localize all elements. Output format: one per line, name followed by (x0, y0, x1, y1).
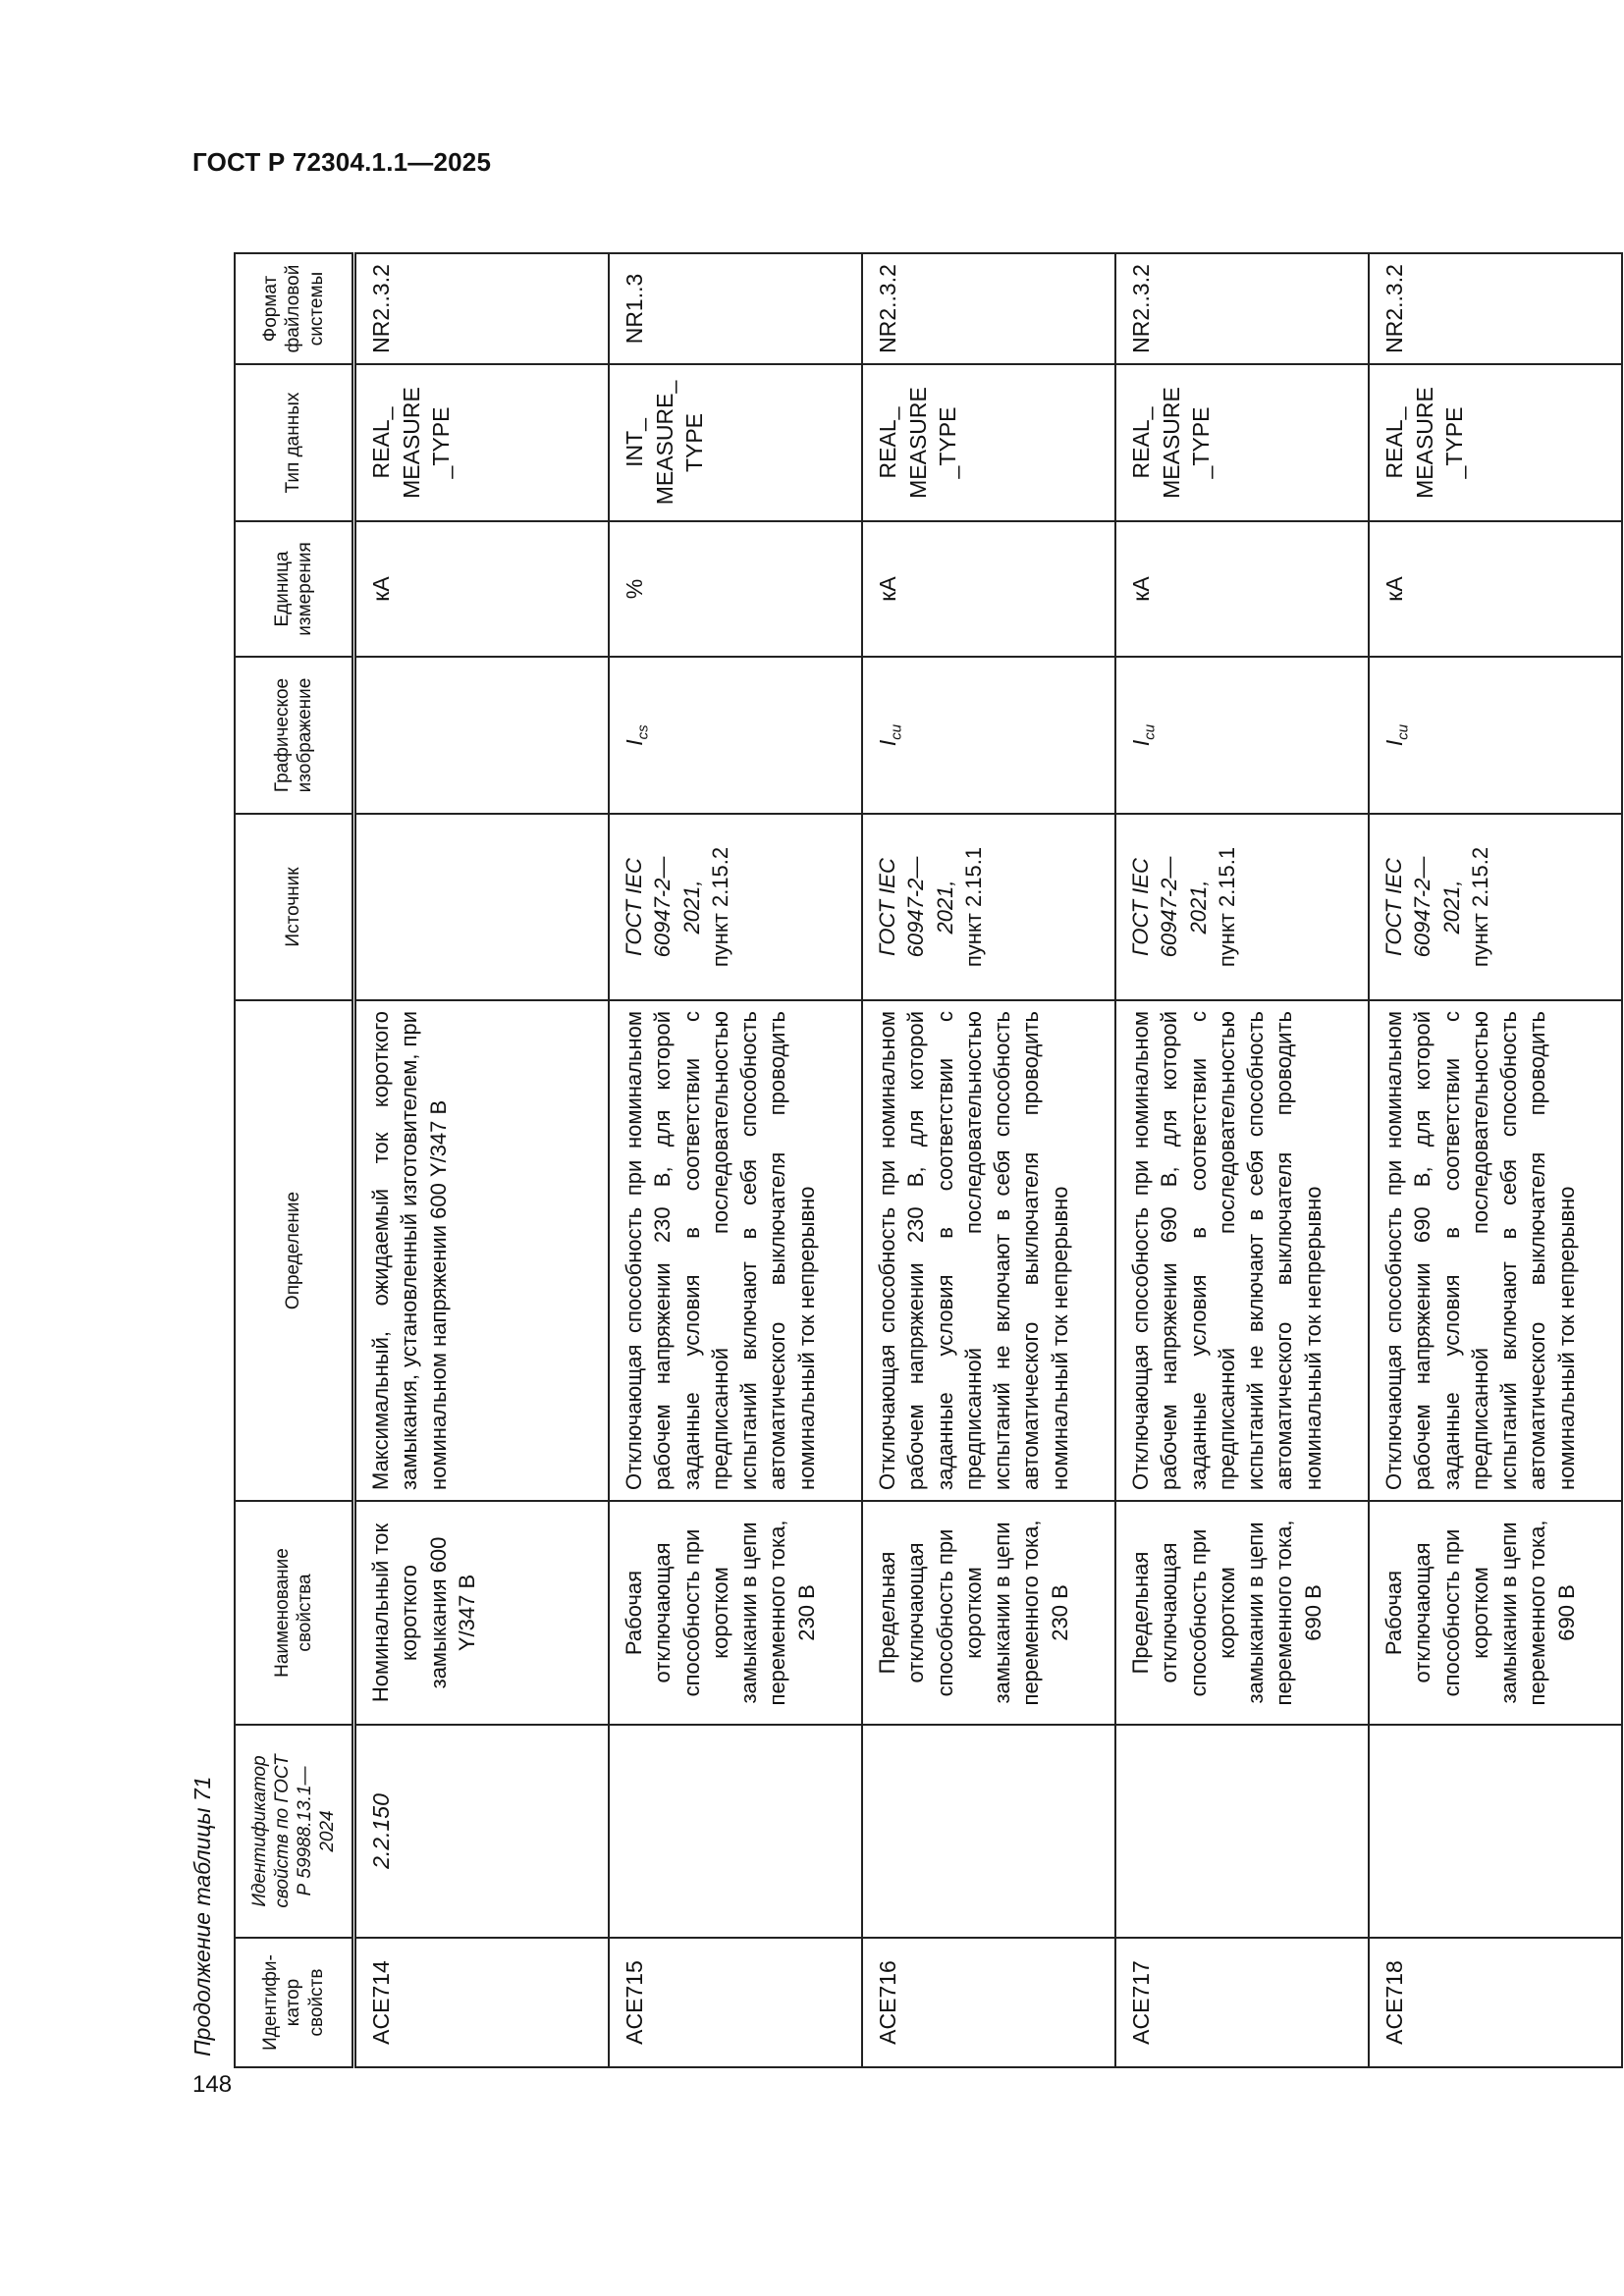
properties-table (234, 252, 1623, 2068)
cell-file-format: NR2..3.2 (1369, 253, 1622, 364)
cell-property-id: ACE716 (862, 1938, 1115, 2067)
column-header-label: Идентификатор свойств по ГОСТ Р 59988.13.1— 2024 (248, 1754, 339, 1908)
cell-unit: кА (1115, 521, 1369, 657)
symbol-subscript: cu (1141, 723, 1159, 740)
cell-property-name: Рабочая отключающая способность при коротком замыкании в цепи переменного тока, 690 В (1369, 1501, 1622, 1725)
column-header-label: Источник (283, 867, 304, 947)
cell-source (609, 814, 862, 1000)
column-header-id (235, 1938, 354, 2067)
source-document: ГОСТ IEC 60947-2— 2021, (1128, 856, 1211, 958)
column-header-label: Единица измерения (271, 542, 315, 636)
cell-property-id: ACE717 (1115, 1938, 1369, 2067)
cell-data-type: REAL_ MEASURE _TYPE (862, 364, 1115, 521)
column-header-unit (235, 521, 354, 657)
table-caption: Продолжение таблицы 71 (189, 1776, 215, 2056)
table-row (1115, 253, 1369, 2067)
column-header-label: Формат файловой системы (260, 264, 327, 353)
table-row (354, 253, 610, 2067)
column-header-definition (235, 1000, 354, 1501)
cell-source (354, 814, 610, 1000)
column-header-source (235, 814, 354, 1000)
column-header-format (235, 253, 354, 364)
cell-gost-id: 2.2.150 (354, 1725, 610, 1938)
cell-symbol (1115, 657, 1369, 814)
cell-gost-id (862, 1725, 1115, 1938)
cell-symbol (609, 657, 862, 814)
symbol-base: I (1128, 739, 1154, 747)
cell-definition: Отключающая способность при номинальном рабочем напряжении 230 В, для которой заданные условия в соответствии с предписанной последовательностью испытаний включают в себя способность автоматического выключателя проводить номинальный ток непрерывно (609, 1000, 862, 1501)
cell-symbol (1369, 657, 1622, 814)
cell-source (1369, 814, 1622, 1000)
cell-gost-id (1115, 1725, 1369, 1938)
cell-definition: Максимальный, ожидаемый ток короткого замыкания, установленный изготовителем, при номинальном напряжении 600 Y/347 В (354, 1000, 610, 1501)
symbol-subscript: cu (888, 723, 905, 740)
cell-gost-id (1369, 1725, 1622, 1938)
column-header-gost-id (235, 1725, 354, 1938)
source-clause: пункт 2.15.1 (1214, 846, 1239, 968)
symbol-subscript: cu (1394, 723, 1412, 740)
cell-property-id: ACE714 (354, 1938, 610, 2067)
cell-symbol (354, 657, 610, 814)
cell-unit: кА (862, 521, 1115, 657)
cell-file-format: NR1..3 (609, 253, 862, 364)
cell-symbol (862, 657, 1115, 814)
source-clause: пункт 2.15.1 (960, 846, 986, 968)
symbol-subscript: cs (634, 724, 652, 740)
column-header-label: Наименование свойства (271, 1548, 315, 1678)
column-header-label: Определение (283, 1191, 304, 1310)
column-header-name (235, 1501, 354, 1725)
cell-file-format: NR2..3.2 (1115, 253, 1369, 364)
rotated-table-block (182, 254, 1579, 2068)
cell-unit: % (609, 521, 862, 657)
source-document: ГОСТ IEC 60947-2— 2021, (622, 856, 704, 958)
cell-unit: кА (1369, 521, 1622, 657)
table-header-row (235, 253, 354, 2067)
cell-definition: Отключающая способность при номинальном рабочем напряжении 230 В, для которой заданные условия в соответствии с предписанной последовательностью испытаний не включают в себя способность автоматического выключателя проводить номинальный ток непрерывно (862, 1000, 1115, 1501)
table-row (1369, 253, 1622, 2067)
page-number: 148 (192, 2071, 233, 2098)
cell-definition: Отключающая способность при номинальном рабочем напряжении 690 В, для которой заданные условия в соответствии с предписанной последовательностью испытаний включают в себя способность автоматического выключателя проводить номинальный ток непрерывно (1369, 1000, 1622, 1501)
symbol-base: I (622, 739, 647, 746)
cell-property-id: ACE715 (609, 1938, 862, 2067)
cell-property-name: Предельная отключающая способность при коротком замыкании в цепи переменного тока, 690 В (1115, 1501, 1369, 1725)
cell-data-type: REAL_ MEASURE _TYPE (1115, 364, 1369, 521)
cell-unit: кА (354, 521, 610, 657)
cell-file-format: NR2..3.2 (354, 253, 610, 364)
source-clause: пункт 2.15.2 (1467, 846, 1492, 968)
column-header-label: Графическое изображение (271, 677, 315, 793)
cell-data-type: REAL_ MEASURE _TYPE (354, 364, 610, 521)
column-header-label: Тип данных (283, 392, 304, 494)
column-header-data-type (235, 364, 354, 521)
column-header-symbol (235, 657, 354, 814)
source-document: ГОСТ IEC 60947-2— 2021, (1381, 856, 1464, 958)
symbol-base: I (1381, 739, 1407, 747)
source-clause: пункт 2.15.2 (707, 846, 732, 968)
cell-data-type: REAL_ MEASURE _TYPE (1369, 364, 1622, 521)
source-document: ГОСТ IEC 60947-2— 2021, (875, 856, 957, 958)
cell-property-name: Номинальный ток короткого замыкания 600 Y/347 В (354, 1501, 610, 1725)
cell-definition: Отключающая способность при номинальном рабочем напряжении 690 В, для которой заданные условия в соответствии с предписанной последовательностью испытаний не включают в себя способность автоматического выключателя проводить номинальный ток непрерывно (1115, 1000, 1369, 1501)
cell-source (1115, 814, 1369, 1000)
table-row (862, 253, 1115, 2067)
table-row (609, 253, 862, 2067)
symbol-base: I (875, 739, 900, 747)
cell-property-name: Рабочая отключающая способность при коротком замыкании в цепи переменного тока, 230 В (609, 1501, 862, 1725)
column-header-label: Идентифи- катор свойств (260, 1954, 327, 2051)
cell-property-id: ACE718 (1369, 1938, 1622, 2067)
document-title: ГОСТ Р 72304.1.1—2025 (192, 147, 492, 177)
cell-gost-id (609, 1725, 862, 1938)
cell-file-format: NR2..3.2 (862, 253, 1115, 364)
cell-property-name: Предельная отключающая способность при коротком замыкании в цепи переменного тока, 230 В (862, 1501, 1115, 1725)
cell-data-type: INT_ MEASURE_ TYPE (609, 364, 862, 521)
cell-source (862, 814, 1115, 1000)
